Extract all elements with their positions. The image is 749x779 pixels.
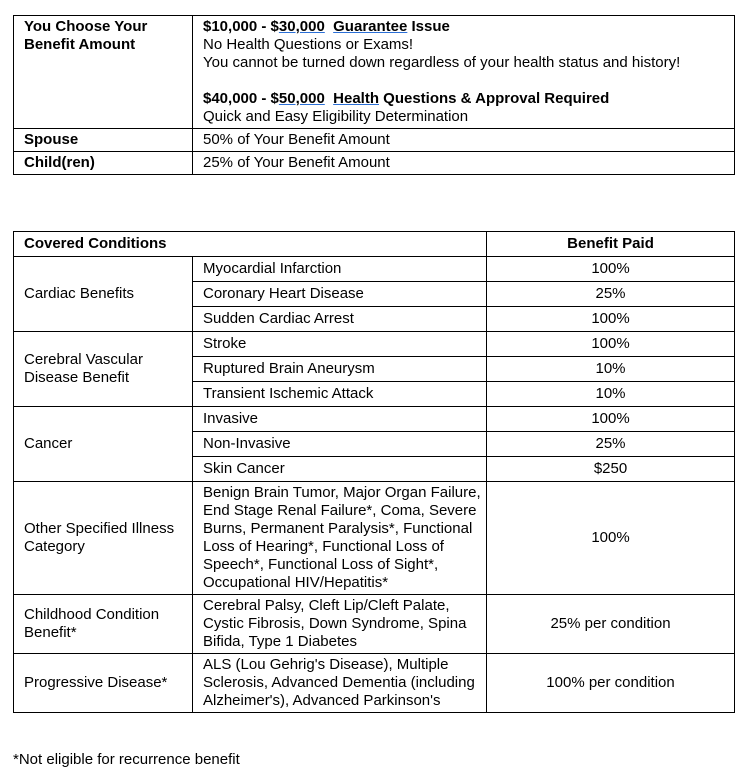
condition-cell: Benign Brain Tumor, Major Organ Failure, End Stage Renal Failure*, Coma, Severe Burns, Permanent Paralysis*, Functional Loss of Hearing*, Functional Loss of Speech*, Functional Loss of Sight*, Occupational HIV/Hepatitis* bbox=[193, 482, 487, 595]
category-cancer: Cancer bbox=[14, 407, 193, 482]
benefit-cell: 100% bbox=[487, 257, 735, 282]
table-row bbox=[14, 332, 735, 357]
table-row bbox=[14, 482, 735, 595]
benefit-cell: 100% bbox=[487, 482, 735, 595]
children-row bbox=[14, 152, 735, 175]
condition-cell: Non-Invasive bbox=[193, 432, 487, 457]
condition-cell: Stroke bbox=[193, 332, 487, 357]
table-row bbox=[14, 407, 735, 432]
benefit-cell: 25% bbox=[487, 282, 735, 307]
category-progressive: Progressive Disease* bbox=[14, 654, 193, 713]
benefit-cell: 10% bbox=[487, 382, 735, 407]
category-cardiac: Cardiac Benefits bbox=[14, 257, 193, 332]
guarantee-line-2: You cannot be turned down regardless of your health status and history! bbox=[203, 54, 681, 71]
benefit-cell: 100% bbox=[487, 332, 735, 357]
spouse-label: Spouse bbox=[14, 129, 193, 152]
benefit-amount-details bbox=[193, 16, 735, 129]
condition-cell: Coronary Heart Disease bbox=[193, 282, 487, 307]
guarantee-issue-heading: $10,000 - $30,000 Guarantee Issue bbox=[203, 18, 450, 35]
children-label: Child(ren) bbox=[14, 152, 193, 175]
header-benefit-paid: Benefit Paid bbox=[487, 232, 735, 257]
guarantee-line-1: No Health Questions or Exams! bbox=[203, 36, 414, 53]
condition-cell: ALS (Lou Gehrig's Disease), Multiple Sclerosis, Advanced Dementia (including Alzheimer's), Advanced Parkinson's bbox=[193, 654, 487, 713]
benefit-amount-label: You Choose Your Benefit Amount bbox=[14, 16, 193, 129]
health-questions-heading: $40,000 - $50,000 Health Questions & Approval Required bbox=[203, 90, 610, 107]
children-value: 25% of Your Benefit Amount bbox=[193, 152, 735, 175]
table-row bbox=[14, 595, 735, 654]
benefit-cell: $250 bbox=[487, 457, 735, 482]
category-childhood: Childhood Condition Benefit* bbox=[14, 595, 193, 654]
benefit-cell: 10% bbox=[487, 357, 735, 382]
condition-cell: Sudden Cardiac Arrest bbox=[193, 307, 487, 332]
condition-cell: Cerebral Palsy, Cleft Lip/Cleft Palate, Cystic Fibrosis, Down Syndrome, Spina Bifida, Type 1 Diabetes bbox=[193, 595, 487, 654]
benefit-cell: 100% per condition bbox=[487, 654, 735, 713]
condition-cell: Myocardial Infarction bbox=[193, 257, 487, 282]
spouse-row bbox=[14, 129, 735, 152]
covered-conditions-table bbox=[13, 231, 735, 713]
benefit-cell: 25% per condition bbox=[487, 595, 735, 654]
condition-cell: Transient Ischemic Attack bbox=[193, 382, 487, 407]
category-cerebral: Cerebral Vascular Disease Benefit bbox=[14, 332, 193, 407]
health-line-1: Quick and Easy Eligibility Determination bbox=[203, 108, 469, 125]
benefit-cell: 100% bbox=[487, 407, 735, 432]
spouse-value: 50% of Your Benefit Amount bbox=[193, 129, 735, 152]
footnote: *Not eligible for recurrence benefit bbox=[13, 751, 240, 768]
category-other-illness: Other Specified Illness Category bbox=[14, 482, 193, 595]
condition-cell: Invasive bbox=[193, 407, 487, 432]
table-row bbox=[14, 257, 735, 282]
condition-cell: Ruptured Brain Aneurysm bbox=[193, 357, 487, 382]
benefit-cell: 25% bbox=[487, 432, 735, 457]
benefit-cell: 100% bbox=[487, 307, 735, 332]
table-row bbox=[14, 654, 735, 713]
condition-cell: Skin Cancer bbox=[193, 457, 487, 482]
benefit-amount-row bbox=[14, 16, 735, 129]
benefit-amount-table bbox=[13, 15, 735, 175]
conditions-header-row bbox=[14, 232, 735, 257]
header-covered-conditions: Covered Conditions bbox=[14, 232, 487, 257]
